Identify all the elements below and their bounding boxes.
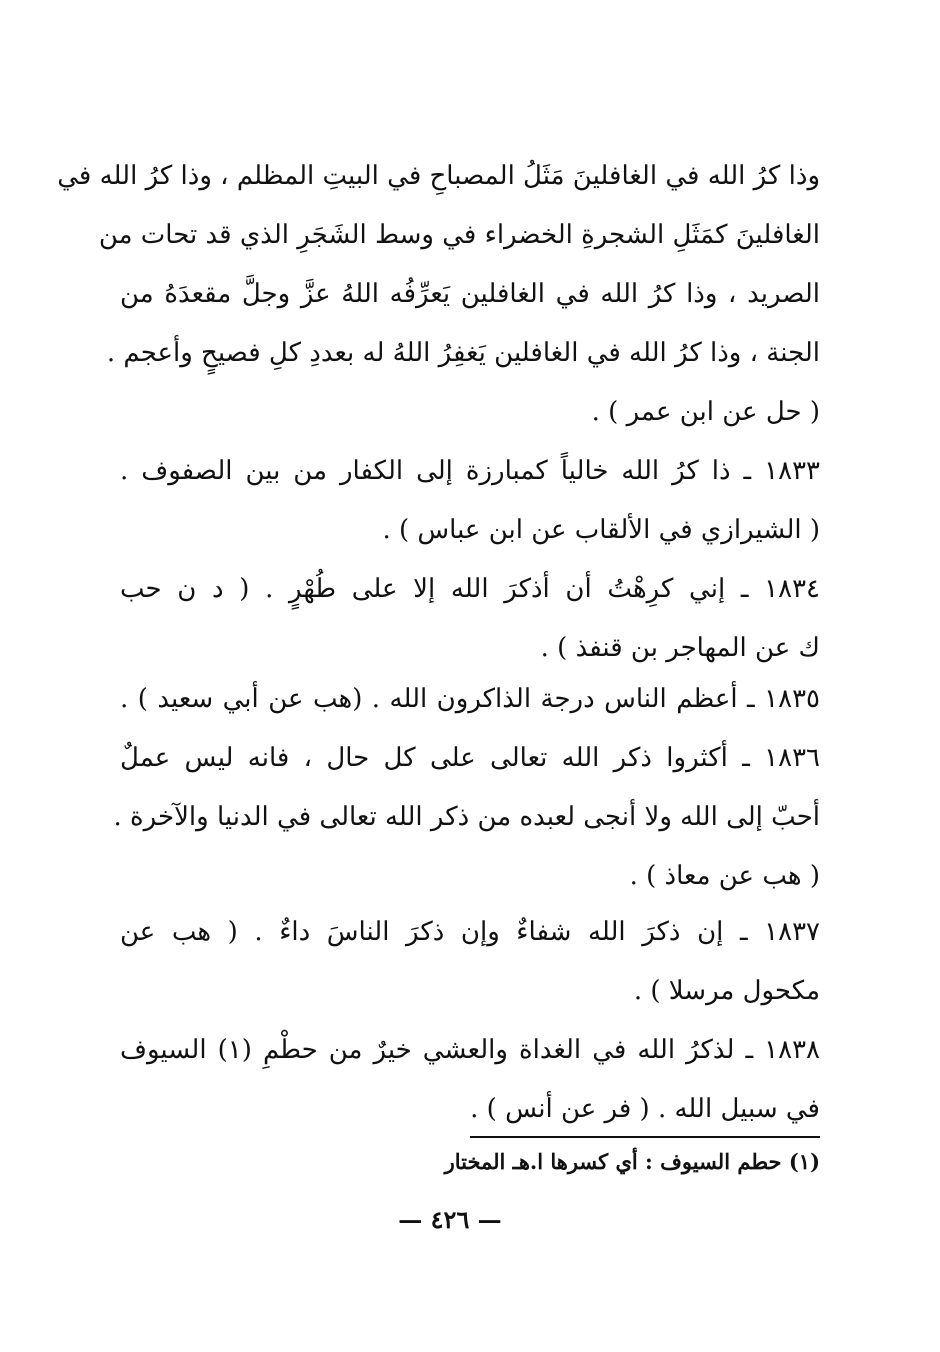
text-line: ١٨٣٣ ـ ذا كرُ الله خالياً كمبارزة إلى الكفار من بين الصفوف .: [120, 456, 820, 486]
text-line: ١٨٣٦ ـ أكثروا ذكر الله تعالى على كل حال ، فانه ليس عملٌ: [120, 743, 820, 773]
text-line: في سبيل الله . ( فر عن أنس ) .: [470, 1094, 820, 1124]
text-line: ١٨٣٥ ـ أعظم الناس درجة الذاكرون الله . (هب عن أبي سعيد ) .: [120, 684, 820, 714]
text-line: ( الشيرازي في الألقاب عن ابن عباس ) .: [382, 515, 820, 545]
text-line: ( حل عن ابن عمر ) .: [591, 397, 820, 427]
text-line: الغافلينَ كمَثَلِ الشجرةِ الخضراء في وسط الشَجَرِ الذي قد تحات من: [98, 220, 820, 250]
text-line: أحبّ إلى الله ولا أنجى لعبده من ذكر الله تعالى في الدنيا والآخرة .: [113, 802, 820, 832]
footnote: (١) حطم السيوف : أي كسرها ا.هـ المختار: [444, 1149, 820, 1174]
text-line: ك عن المهاجر بن قنفذ ) .: [540, 633, 820, 663]
text-line: ١٨٣٤ ـ إني كرِهْتُ أن أذكرَ الله إلا على طُهْرٍ . ( د ن حب: [120, 574, 820, 604]
text-line: ١٨٣٨ ـ لذكرُ الله في الغداة والعشي خيرٌ من حطْمِ (١) السيوف: [120, 1035, 820, 1065]
text-line: مكحول مرسلا ) .: [633, 976, 820, 1006]
text-line: الجنة ، وذا كرُ الله في الغافلين يَغفِرُ اللهُ له بعددِ كلِ فصيحٍ وأعجم .: [106, 338, 820, 368]
text-line: وذا كرُ الله في الغافلينَ مَثَلُ المصباحِ في البيتِ المظلم ، وذا كرُ الله في: [57, 161, 820, 191]
text-line: ( هب عن معاذ ) .: [629, 861, 820, 891]
page-number: — ٤٢٦ —: [398, 1205, 502, 1234]
text-line: ١٨٣٧ ـ إن ذكرَ الله شفاءٌ وإن ذكرَ الناسَ داءٌ . ( هب عن: [120, 917, 820, 947]
footnote-divider: [470, 1136, 820, 1138]
text-line: الصريد ، وذا كرُ الله في الغافلين يَعرِّفُه اللهُ عزَّ وجلَّ مقعدَهُ من: [120, 279, 820, 309]
